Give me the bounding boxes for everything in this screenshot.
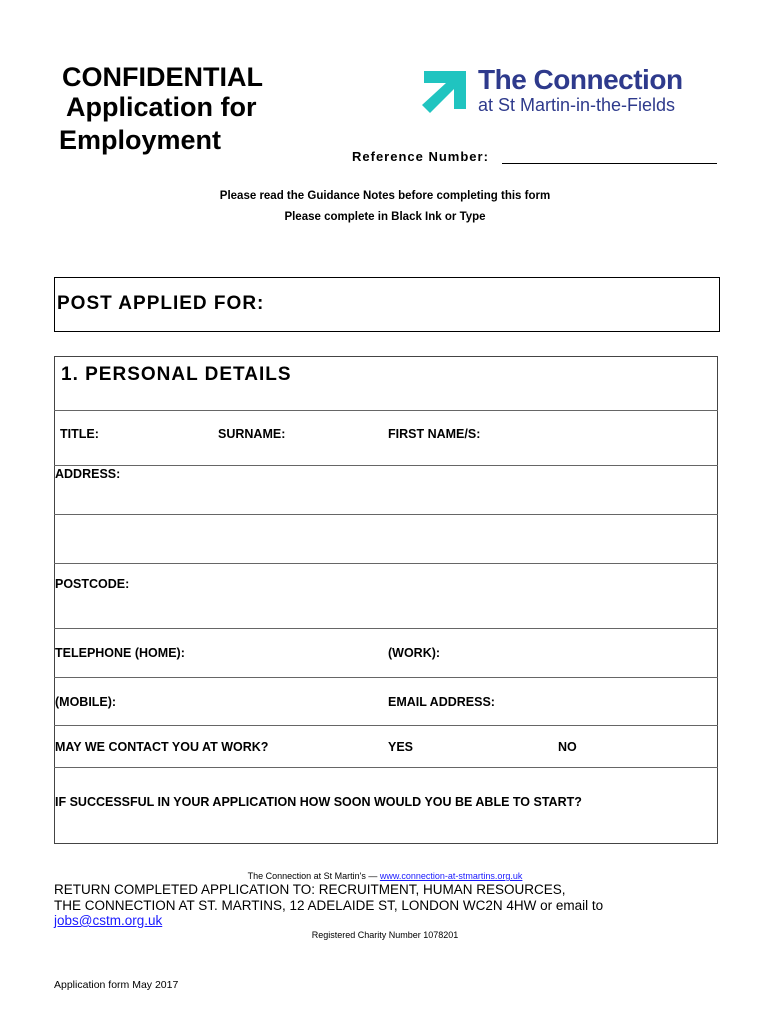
divider [54, 410, 718, 411]
title-application-for: Application for [66, 92, 257, 122]
title-confidential: CONFIDENTIAL [62, 62, 263, 92]
footer-website-line [0, 871, 770, 881]
no-option[interactable]: NO [558, 740, 577, 754]
arrow-up-right-icon [420, 69, 468, 113]
personal-details-table [54, 356, 718, 844]
address-field-label: ADDRESS: [55, 467, 121, 481]
email-address-label: EMAIL ADDRESS: [388, 695, 495, 709]
footer-site-prefix: The Connection at St Martin's — [247, 871, 380, 881]
telephone-work-label: (WORK): [388, 646, 441, 660]
divider [54, 767, 718, 768]
post-applied-label: POST APPLIED FOR: [57, 293, 265, 314]
start-availability-question: IF SUCCESSFUL IN YOUR APPLICATION HOW SOON WOULD YOU BE ABLE TO START? [55, 795, 582, 809]
divider [54, 465, 718, 466]
divider [54, 725, 718, 726]
title-employment: Employment [59, 125, 222, 155]
guidance-notice: Please read the Guidance Notes before completing this form [219, 190, 551, 202]
surname-field-label: SURNAME: [218, 427, 286, 441]
charity-number: Registered Charity Number 1078201 [311, 930, 459, 940]
divider [54, 563, 718, 564]
telephone-home-label: TELEPHONE (HOME): [55, 646, 185, 660]
email-link[interactable]: jobs@cstm.org.uk [54, 913, 163, 928]
first-name-field-label: FIRST NAME/S: [388, 427, 481, 441]
post-applied-box[interactable] [54, 277, 720, 332]
form-version: Application form May 2017 [54, 979, 179, 991]
return-instructions-line1: RETURN COMPLETED APPLICATION TO: RECRUITMENT, HUMAN RESOURCES, [54, 882, 566, 897]
return-email-line [54, 913, 162, 928]
ink-notice: Please complete in Black Ink or Type [284, 211, 486, 223]
logo-name: The Connection [478, 64, 683, 95]
logo-subtitle: at St Martin-in-the-Fields [478, 95, 676, 115]
contact-at-work-question: MAY WE CONTACT YOU AT WORK? [55, 740, 269, 754]
mobile-label: (MOBILE): [55, 695, 117, 709]
reference-number-label: Reference Number: [352, 149, 489, 164]
website-link[interactable]: www.connection-at-stmartins.org.uk [379, 871, 523, 881]
personal-details-title: 1. PERSONAL DETAILS [61, 364, 292, 385]
postcode-field-label: POSTCODE: [55, 577, 130, 591]
title-field-label: TITLE: [60, 427, 99, 441]
yes-option[interactable]: YES [388, 740, 414, 754]
divider [54, 677, 718, 678]
divider [54, 628, 718, 629]
divider [54, 514, 718, 515]
return-instructions-line2: THE CONNECTION AT ST. MARTINS, 12 ADELAIDE ST, LONDON WC2N 4HW or email to [54, 898, 604, 913]
reference-number-field[interactable] [502, 163, 717, 164]
